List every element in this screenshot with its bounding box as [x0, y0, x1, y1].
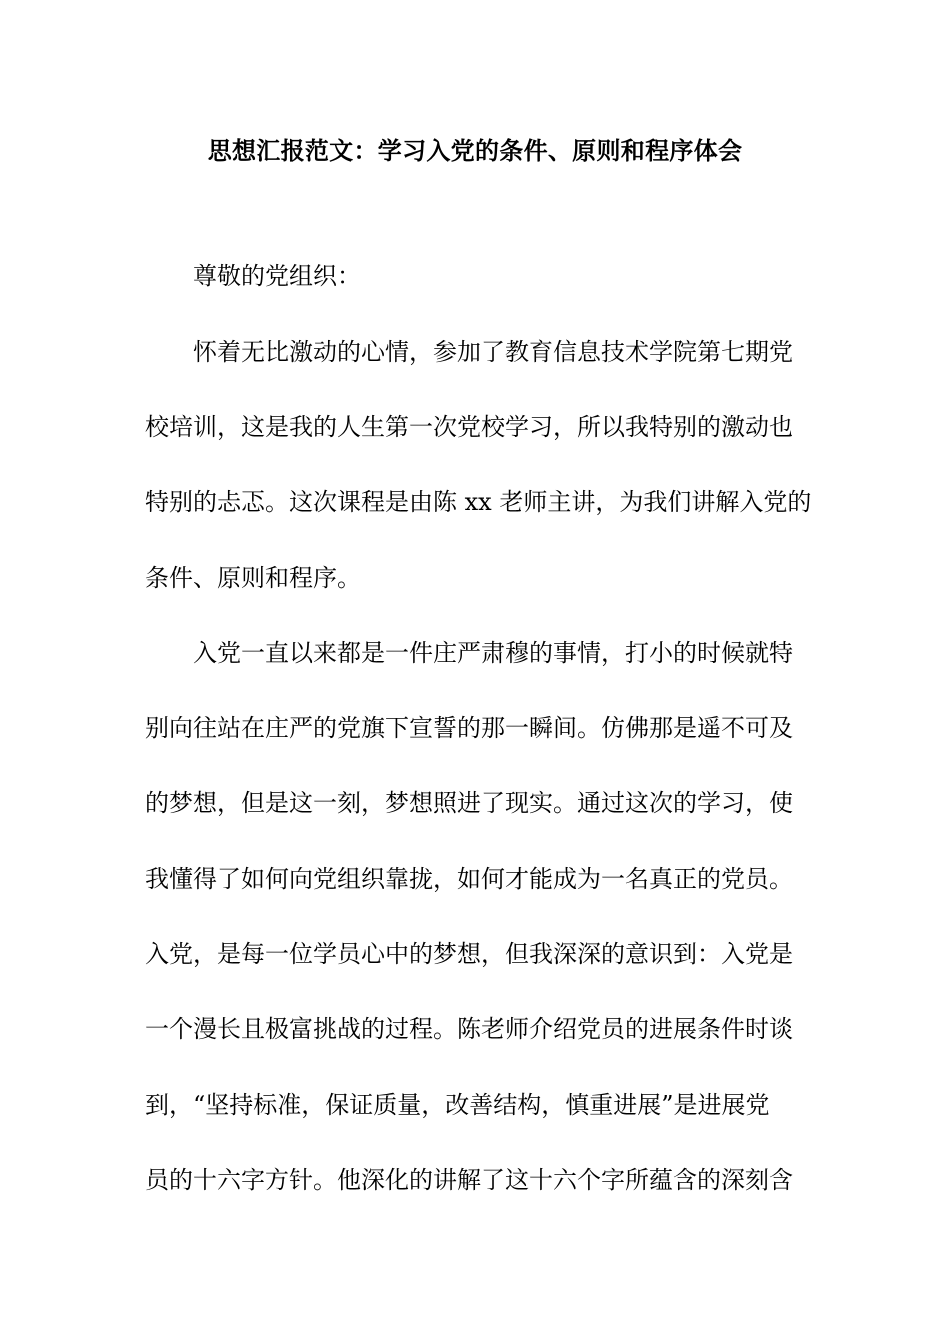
paragraph-line: 怀着无比激动的心情，参加了教育信息技术学院第七期党 — [193, 338, 793, 366]
paragraph-line: 我懂得了如何向党组织靠拢，如何才能成为一名真正的党员。 — [145, 865, 793, 893]
paragraph-line: 的梦想，但是这一刻，梦想照进了现实。通过这次的学习，使 — [145, 789, 793, 817]
paragraph-line: 条件、原则和程序。 — [145, 564, 361, 592]
document-title: 思想汇报范文：学习入党的条件、原则和程序体会 — [207, 136, 743, 165]
salutation: 尊敬的党组织： — [193, 262, 361, 290]
paragraph-line: 入党，是每一位学员心中的梦想，但我深深的意识到：入党是 — [145, 940, 793, 968]
paragraph-line: 特别的忐忑。这次课程是由陈 xx 老师主讲，为我们讲解入党的 — [145, 488, 812, 516]
paragraph-line: 别向往站在庄严的党旗下宣誓的那一瞬间。仿佛那是遥不可及 — [145, 714, 793, 742]
paragraph-line: 到，“坚持标准，保证质量，改善结构，慎重进展”是进展党 — [145, 1091, 770, 1119]
paragraph-line: 员的十六字方针。他深化的讲解了这十六个字所蕴含的深刻含 — [145, 1166, 793, 1194]
paragraph-line: 校培训，这是我的人生第一次党校学习，所以我特别的激动也 — [145, 413, 793, 441]
paragraph-line: 一个漫长且极富挑战的过程。陈老师介绍党员的进展条件时谈 — [145, 1015, 793, 1043]
paragraph-line: 入党一直以来都是一件庄严肃穆的事情，打小的时候就特 — [193, 639, 793, 667]
